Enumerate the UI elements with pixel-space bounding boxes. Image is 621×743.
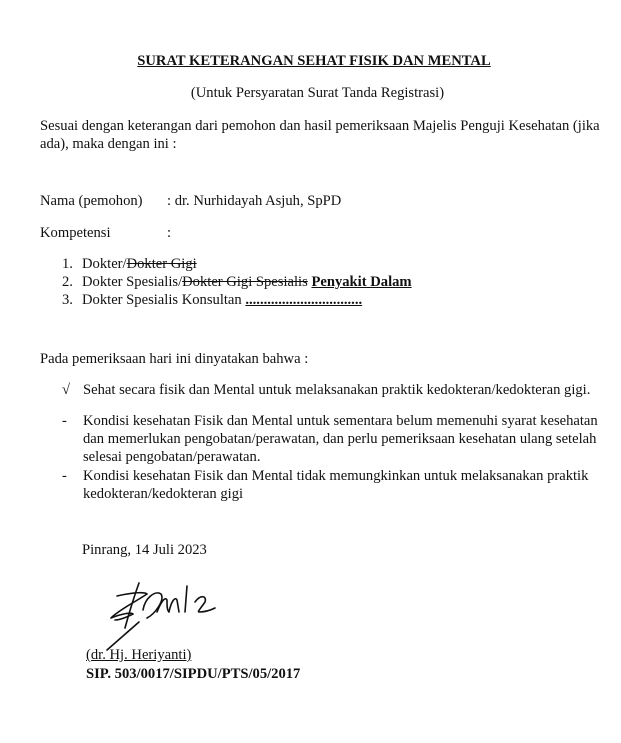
sip-number: SIP. 503/0017/SIPDU/PTS/05/2017 <box>86 666 301 682</box>
competence-specialty: Penyakit Dalam <box>311 274 412 290</box>
signer-name: (dr. Hj. Heriyanti) <box>86 647 192 663</box>
competence-blank: ................................ <box>245 292 363 308</box>
competence-text: Dokter Spesialis Konsultan <box>82 292 246 308</box>
dash-marker: - <box>62 468 67 484</box>
competence-struck: Dokter Gigi <box>126 256 197 272</box>
document-subtitle: (Untuk Persyaratan Surat Tanda Registrasi) <box>190 85 445 101</box>
intro-paragraph: Sesuai dengan keterangan dari pemohon dan hasil pemeriksaan Majelis Penguji Kesehatan (jika ada), maka dengan ini : <box>40 118 600 152</box>
competence-number: 3. <box>62 292 73 308</box>
signature-stroke <box>195 597 215 612</box>
competence-label: Kompetensi <box>40 225 111 241</box>
name-value: : dr. Nurhidayah Asjuh, SpPD <box>167 193 342 209</box>
competence-number: 1. <box>62 256 73 272</box>
competence-colon: : <box>167 225 172 241</box>
place-date: Pinrang, 14 Juli 2023 <box>82 542 207 558</box>
statement-intro: Pada pemeriksaan hari ini dinyatakan bahwa : <box>40 351 309 367</box>
document-title-text: SURAT KETERANGAN SEHAT FISIK DAN MENTAL <box>137 53 491 69</box>
health-option-unfit <box>62 467 602 503</box>
document-title <box>0 52 621 70</box>
name-label: Nama (pemohon) <box>40 193 143 209</box>
competence-struck: Dokter Gigi Spesialis <box>182 274 308 290</box>
health-option-temporary-unfit <box>62 412 602 466</box>
option-text: Sehat secara fisik dan Mental untuk melaksanakan praktik kedokteran/kedokteran gigi. <box>83 382 591 398</box>
competence-text: Dokter Spesialis/ <box>82 274 183 290</box>
check-mark-icon: √ <box>62 382 71 398</box>
competence-text: Dokter/ <box>82 256 127 272</box>
competence-number: 2. <box>62 274 73 290</box>
signature-stroke <box>157 599 179 612</box>
dash-marker: - <box>62 413 67 429</box>
health-option-fit <box>62 381 602 399</box>
option-text: Kondisi kesehatan Fisik dan Mental untuk sementara belum memenuhi syarat kesehatan dan memerlukan pengobatan/perawatan, dan perlu pemeriksaan kesehatan ulang setelah selesai pengobatan/perawatan. <box>83 413 598 465</box>
signature-stroke <box>185 586 187 612</box>
competence-item <box>62 255 197 273</box>
signature-image <box>95 580 235 655</box>
competence-item <box>62 273 412 291</box>
option-text: Kondisi kesehatan Fisik dan Mental tidak memungkinkan untuk melaksanakan praktik kedokteran/kedokteran gigi <box>83 468 589 502</box>
competence-item <box>62 291 362 309</box>
